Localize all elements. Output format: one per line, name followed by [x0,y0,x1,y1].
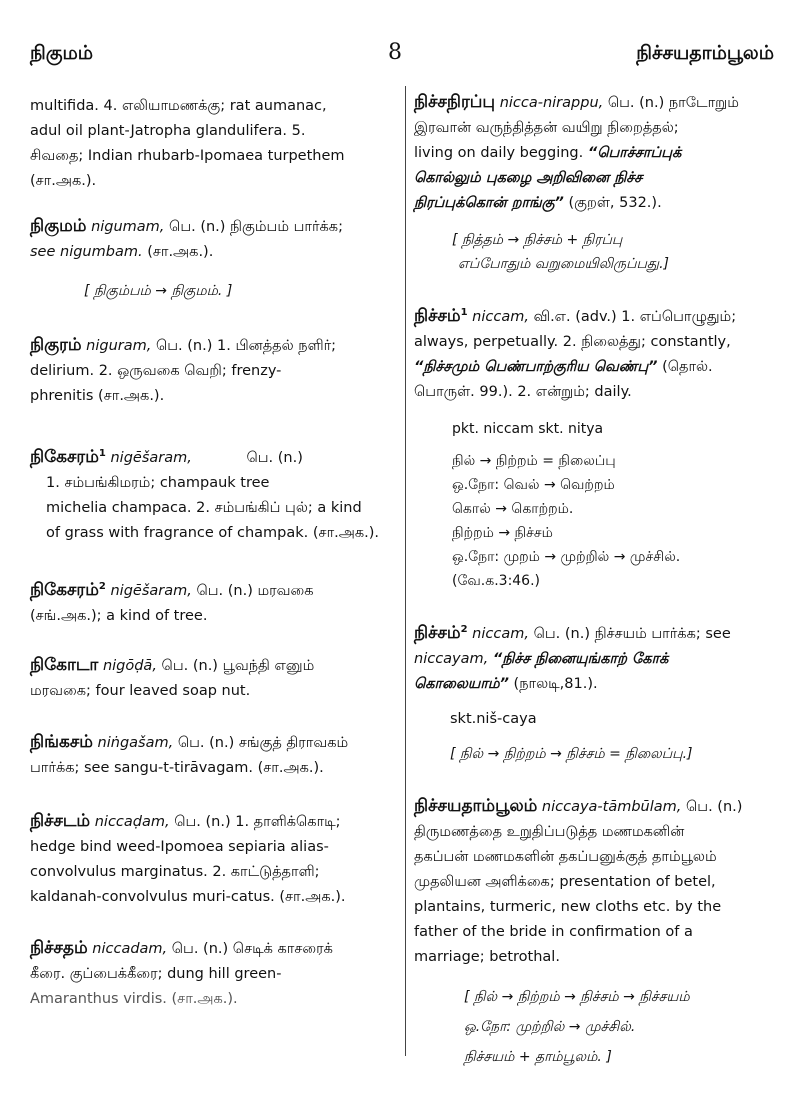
text-line: adul oil plant-Jatropha glandulifera. 5. [30,123,306,139]
entry-headword: நிச்சநிரப்பு [414,92,496,112]
etymology: [ நித்தம் → நிச்சம் + நிரப்பு [452,232,623,248]
transliteration: niccam, [472,308,529,325]
derivation-line: கொல் → கொற்றம். [452,500,574,517]
definition-text: பெ. (n.) நிச்சயம் பார்க்க; see [533,625,731,642]
text-line: பொருள். 99.). 2. என்றும்; daily. [414,383,632,400]
text-line: michelia champaca. 2. சம்பங்கிப் புல்; a kind [46,499,362,516]
superscript: 2 [98,580,106,592]
entry-nigesaram-2 [30,574,398,629]
text-line: மரவகை; four leaved soap nut. [30,682,251,699]
text-line: கீரை. குப்பைக்கீரை; dung hill green- [30,965,282,982]
derivation-line: ஒ.நோ: முறம் → முற்றில் → முச்சில். [452,548,681,565]
text-line: சிவதை; Indian rhubarb-Ipomaea turpethem [30,148,345,164]
transliteration: nigēšaram, [110,582,192,599]
entry-nigesaram-1 [30,441,398,546]
superscript: 1 [460,307,468,318]
left-column [30,86,398,1012]
transliteration: niccam, [472,625,529,642]
etymology: எப்போதும் வறுமையிலிருப்பது.] [458,256,669,272]
entry-headword: நிகேசரம் [30,446,99,467]
entry-nicca-nirappu [414,90,776,276]
transliteration: niccadam, [92,940,168,957]
entry-niccadam-1 [30,809,398,910]
entry-headword: நிகேசரம் [30,579,99,600]
page-header [0,0,800,80]
definition-text: பெ. (n.) [246,449,303,466]
entry-headword: நிச்சதம் [30,937,88,958]
derivation-line: ஒ.நோ: வெல் → வெற்றம் [452,476,615,493]
entry-continuation [30,94,398,194]
text-line: of grass with fragrance of champak. (சா.அக.). [46,524,380,541]
quotation: “நிச்சமும் பெண்பாற்குரிய வெண்பு” [414,358,658,375]
text-line: hedge bind weed-Ipomoea sepiaria alias- [30,838,329,855]
text-line: பார்க்க; see sangu-t-tirāvagam. (சா.அக.). [30,759,324,776]
transliteration: nigumam, [91,219,165,235]
quotation: “பொச்சாப்புக் [587,145,682,161]
text-line: always, perpetually. 2. நிலைத்து; constantly, [414,333,731,350]
definition-text: பெ. (n.) நிகும்பம் பார்க்க; [169,219,343,235]
quotation: கொல்லும் புகழை அறிவினை நிச்ச [414,170,643,186]
derivation-line: நில் → நிற்றம் = நிலைப்பு [452,452,616,469]
origin-note: pkt. niccam skt. nitya [452,420,604,437]
entry-headword: நிகுமம் [30,216,87,236]
definition-text: பெ. (n.) 1. பினத்தல் நளிர்; [155,338,337,354]
entry-niguram [30,333,398,409]
text-line: father of the bride in confirmation of a [414,923,693,940]
quotation: “நிச்ச நினையுங்காற் கோக் [492,650,669,667]
transliteration: see nigumbam. [30,244,143,260]
etymology: [ நில் → நிற்றம் → நிச்சம் → நிச்சயம் [464,988,690,1005]
text-line: திருமணத்தை உறுதிப்படுத்த மணமகனின் [414,823,685,840]
definition-text: வி.எ. (adv.) 1. எப்பொழுதும்; [533,308,737,325]
entry-headword: நிகோடா [30,654,99,675]
page-number: 8 [388,40,402,65]
transliteration: niccaya-tāmbūlam, [541,798,682,815]
text-line: 1. சம்பங்கிமரம்; champauk tree [46,474,270,491]
header-left-headword: நிகுமம் [30,42,94,64]
entry-niccam-1 [414,300,776,593]
derivation-line: (வே.க.3:46.) [452,572,541,589]
transliteration: nigēšaram, [110,449,192,466]
quotation: நிரப்புக்கொன் றாங்கு” [414,195,564,211]
text-line: இரவான் வருந்தித்தன் வயிறு நிறைத்தல்; [414,120,679,136]
source-ref: (சா.அக.). [147,244,214,260]
entry-niccadam-2 [30,936,398,1012]
entry-nigoda [30,653,398,704]
transliteration: niccayam, [414,650,489,667]
text-line: kaldanah-convolvulus muri-catus. (சா.அக.). [30,888,346,905]
transliteration: niccaḍam, [94,813,170,830]
text-line: தகப்பன் மணமகளின் தகப்பனுக்குத் தாம்பூலம் [414,848,717,865]
right-column [414,86,776,1072]
etymology: [ நிகும்பம் → நிகுமம். ] [84,283,233,299]
superscript: 2 [460,623,468,635]
definition-text: பெ. (n.) [686,798,743,815]
etymology: நிச்சயம் + தாம்பூலம். ] [464,1048,612,1065]
text-line: living on daily begging. [414,145,584,161]
quotation: கொலையாம்” [414,675,509,692]
definition-text: பெ. (n.) செடிக் காசரைக் [171,940,333,957]
text-line: (சங்.அக.); a kind of tree. [30,607,208,624]
superscript: 1 [98,448,106,459]
entry-niccaya-tambulam [414,794,776,1072]
header-right-headword: நிச்சயதாம்பூலம் [636,42,774,64]
entry-ningasam [30,730,398,781]
definition-text: பெ. (n.) சங்குத் திராவகம் [177,734,349,751]
source-ref: (குறள், 532.). [568,195,662,211]
text-line: முதலியன அளிக்கை; presentation of betel, [414,873,716,890]
entry-headword: நிகுரம் [30,335,82,355]
definition-text: பெ. (n.) மரவகை [196,582,314,599]
entry-headword: நிங்கசம் [30,731,93,752]
definition-text: பெ. (n.) பூவந்தி எனும் [161,657,315,674]
transliteration: niguram, [86,338,152,354]
origin-note: skt.niš-caya [450,710,537,727]
text-line: multifida. 4. எலியாமணக்கு; rat aumanac, [30,98,327,114]
definition-text: பெ. (n.) 1. தாளிக்கொடி; [174,813,341,830]
definition-text: பெ. (n.) நாடோறும் [607,95,739,111]
etymology: [ நில் → நிற்றம் → நிச்சம் = நிலைப்பு.] [450,745,693,762]
entry-headword: நிச்சயதாம்பூலம் [414,795,538,816]
text-line: Amaranthus virdis. (சா.அக.). [30,990,238,1007]
source-ref: (நாலடி,81.). [513,675,598,692]
entry-headword: நிச்சம் [414,622,461,643]
derivation-line: நிற்றம் → நிச்சம் [452,524,553,541]
transliteration: nigōḍā, [102,657,157,674]
text-line: delirium. 2. ஒருவகை வெறி; frenzy- [30,363,282,379]
source-ref: (தொல். [662,358,713,375]
column-divider [405,86,406,1056]
entry-headword: நிச்சடம் [30,810,91,831]
text-line: plantains, turmeric, new cloths etc. by the [414,898,722,915]
text-line: marriage; betrothal. [414,948,560,965]
entry-niccam-2 [414,617,776,766]
text-line: (சா.அக.). [30,173,97,189]
entry-headword: நிச்சம் [414,305,461,326]
text-line: phrenitis (சா.அக.). [30,388,165,404]
transliteration: nicca-nirappu, [499,95,604,111]
text-line: convolvulus marginatus. 2. காட்டுத்தாளி; [30,863,320,880]
entry-nigumam [30,214,398,303]
etymology: ஒ.நோ: முற்றில் → முச்சில். [464,1018,636,1035]
transliteration: niṅgašam, [97,734,174,751]
